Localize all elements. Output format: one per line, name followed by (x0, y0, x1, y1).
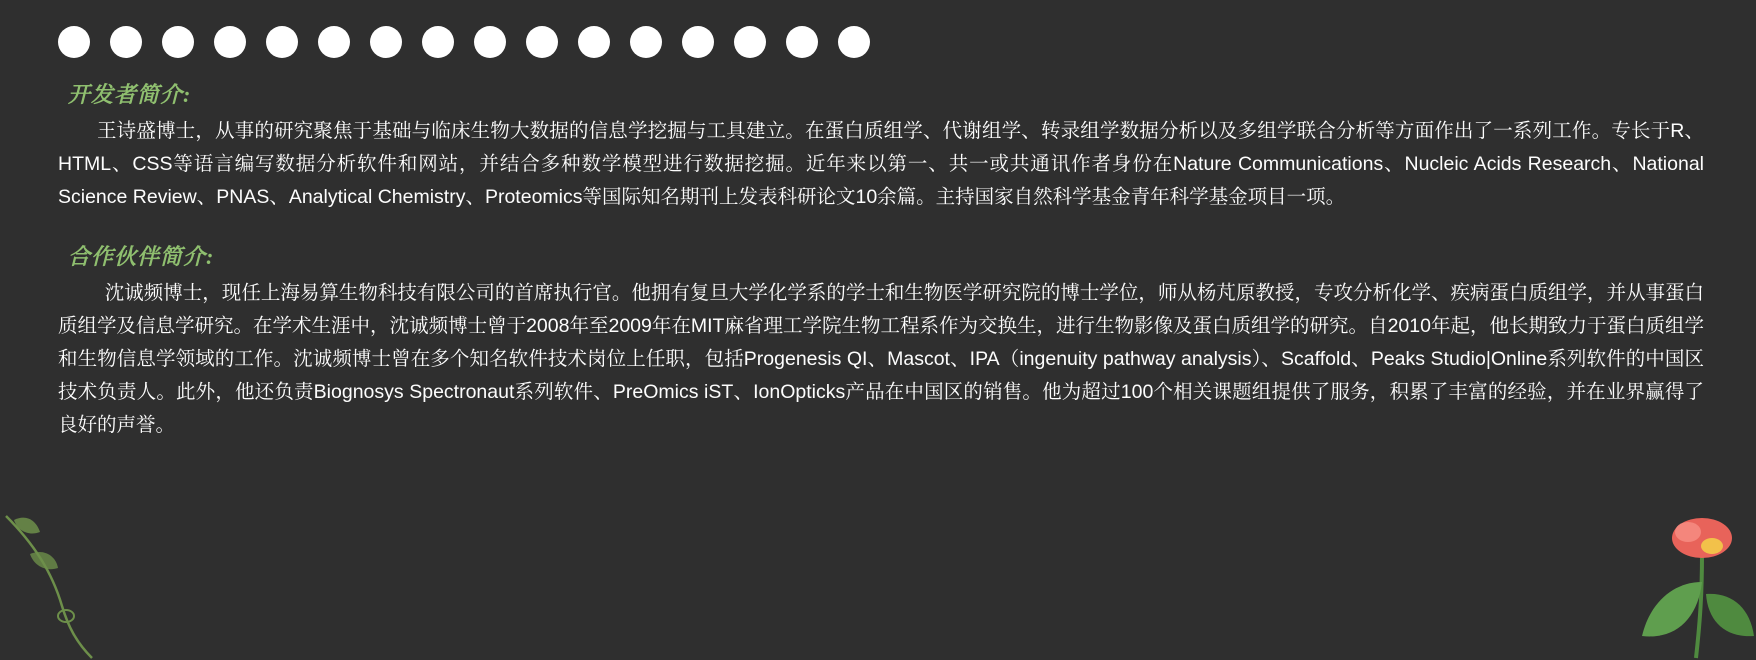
dot-icon (734, 26, 766, 58)
decorative-dot-row (58, 26, 870, 58)
dot-icon (318, 26, 350, 58)
dot-icon (214, 26, 246, 58)
developer-section-body: 王诗盛博士，从事的研究聚焦于基础与临床生物大数据的信息学挖掘与工具建立。在蛋白质组学、代谢组学、转录组学数据分析以及多组学联合分析等方面作出了一系列工作。专长于R、HTML、CSS等语言编写数据分析软件和网站，并结合多种数学模型进行数据挖掘。近年来以第一、共一或共通讯作者身份在Nature Communications、Nucleic Acids Research、National Science Review、PNAS、Analytical Chemistry、Proteomics等国际知名期刊上发表科研论文10余篇。主持国家自然科学基金青年科学基金项目一项。 (58, 120, 1704, 208)
dot-icon (526, 26, 558, 58)
vine-decoration-icon (0, 510, 120, 660)
dot-icon (266, 26, 298, 58)
developer-section-title: 开发者简介: (68, 82, 192, 107)
slide-content (58, 78, 1708, 442)
partner-section-title: 合作伙伴简介: (68, 244, 215, 269)
dot-icon (422, 26, 454, 58)
dot-icon (162, 26, 194, 58)
dot-icon (110, 26, 142, 58)
dot-icon (682, 26, 714, 58)
dot-icon (630, 26, 662, 58)
flower-decoration-icon (1616, 490, 1756, 660)
dot-icon (474, 26, 506, 58)
dot-icon (838, 26, 870, 58)
dot-icon (370, 26, 402, 58)
dot-icon (578, 26, 610, 58)
partner-section-body: 沈诚频博士，现任上海易算生物科技有限公司的首席执行官。他拥有复旦大学化学系的学士和生物医学研究院的博士学位，师从杨芃原教授，专攻分析化学、疾病蛋白质组学，并从事蛋白质组学及信息学研究。在学术生涯中，沈诚频博士曾于2008年至2009年在MIT麻省理工学院生物工程系作为交换生，进行生物影像及蛋白质组学的研究。自2010年起，他长期致力于蛋白质组学和生物信息学领域的工作。沈诚频博士曾在多个知名软件技术岗位上任职，包括Progenesis QI、Mascot、IPA（ingenuity pathway analysis）、Scaffold、Peaks Studio|Online系列软件的中国区技术负责人。此外，他还负责Biognosys Spectronaut系列软件、PreOmics iST、IonOpticks产品在中国区的销售。他为超过100个相关课题组提供了服务，积累了丰富的经验，并在业界赢得了良好的声誉。 (58, 282, 1704, 436)
dot-icon (786, 26, 818, 58)
dot-icon (58, 26, 90, 58)
